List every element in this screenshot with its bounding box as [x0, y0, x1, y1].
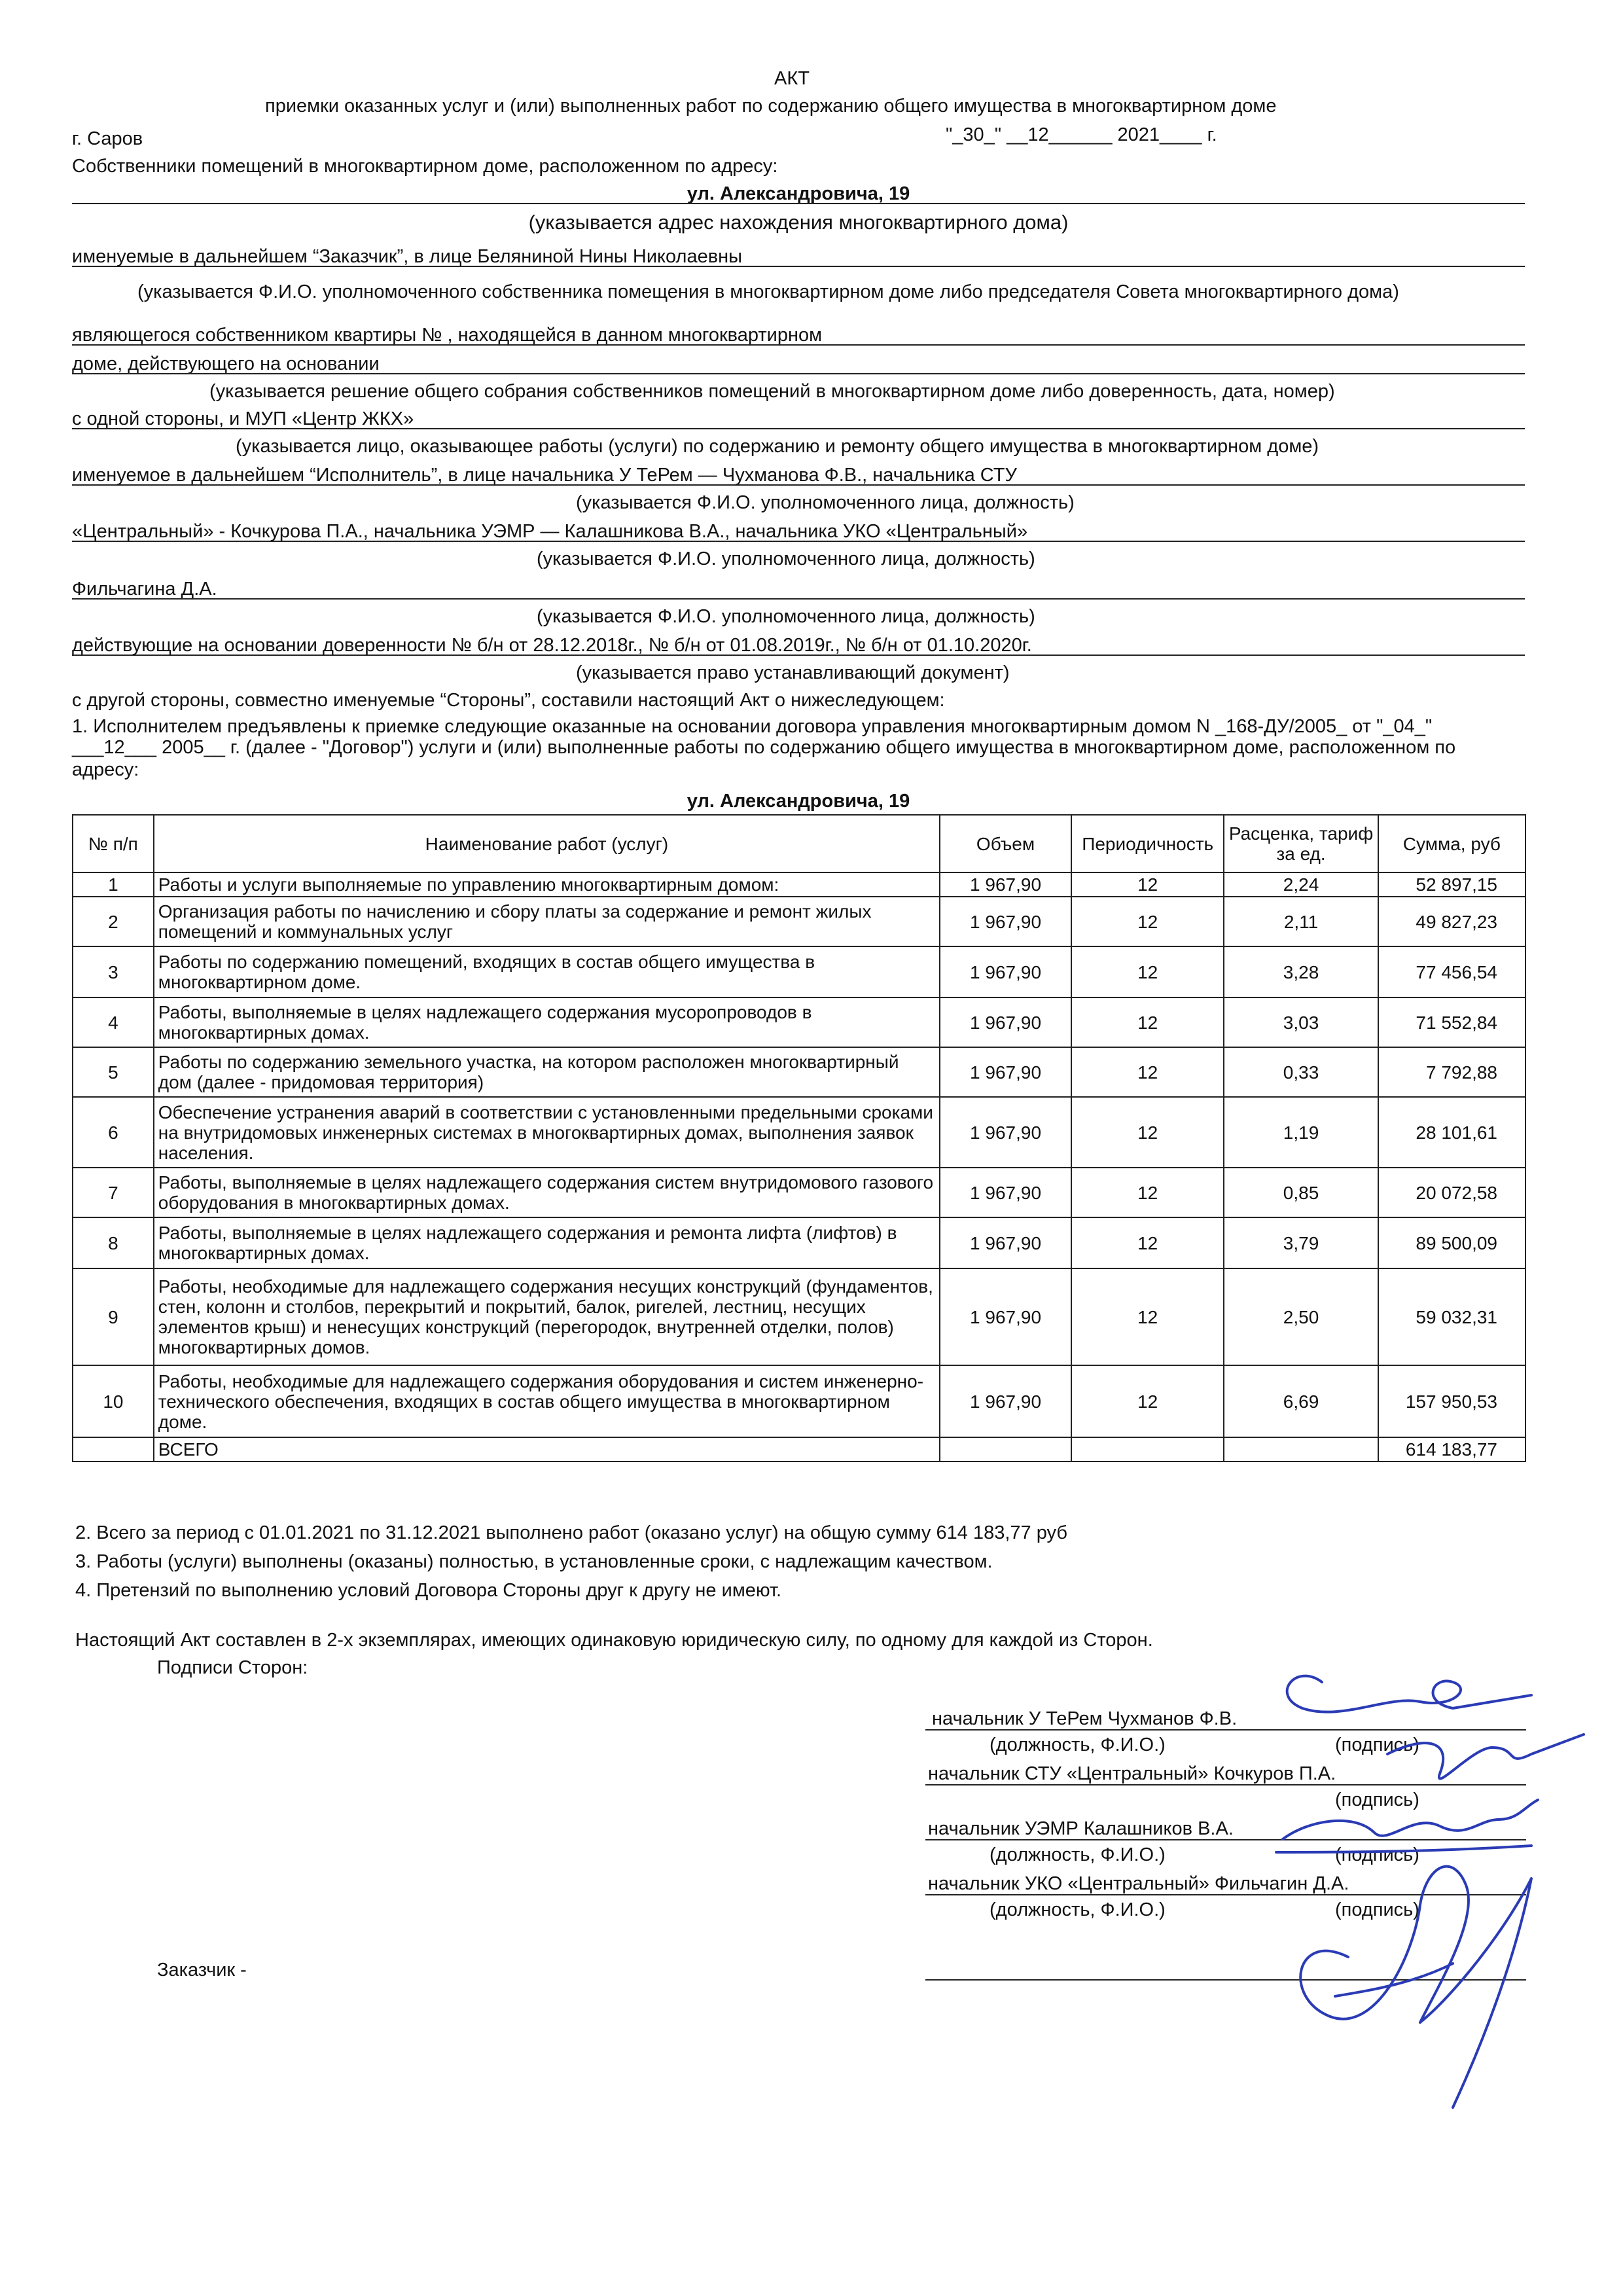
cell-volume: 1 967,90: [940, 1365, 1071, 1437]
cell-name: Работы, выполняемые в целях надлежащего содержания систем внутридомового газового оборудования в многоквартирных домах.: [154, 1168, 940, 1217]
executor-hint: (указывается Ф.И.О. уполномоченного лица, должность): [576, 492, 1075, 513]
cell-volume: 1 967,90: [940, 1217, 1071, 1268]
city: г. Саров: [72, 128, 143, 149]
table-header-row: [73, 815, 1525, 872]
table-body: [73, 872, 1525, 1462]
executor-line-3: Фильчагина Д.А.: [72, 579, 217, 600]
signatory-name: начальник УКО «Центральный» Фильчагин Д.А.: [928, 1873, 1349, 1894]
divider: [72, 598, 1525, 600]
cell-rate: 3,79: [1224, 1217, 1378, 1268]
cell-sum: 77 456,54: [1378, 946, 1525, 997]
cell-sum: 7 792,88: [1378, 1047, 1525, 1097]
works-table: [72, 814, 1526, 1462]
cell-volume: 1 967,90: [940, 1168, 1071, 1217]
cell-volume: 1 967,90: [940, 1097, 1071, 1168]
signatures-title: Подписи Сторон:: [157, 1657, 308, 1678]
role-hint: (должность, Ф.И.О.): [990, 1734, 1166, 1755]
executor-line: именуемое в дальнейшем “Исполнитель”, в лице начальника У ТеРем — Чухманова Ф.В., начальника СТУ: [72, 465, 1017, 486]
cell-sum: 71 552,84: [1378, 997, 1525, 1047]
cell-name: Работы, необходимые для надлежащего содержания несущих конструкций (фундаментов, стен, колонн и столбов, перекрытий и покрытий, балок, ригелей, лестниц, несущих элементов крыш) и ненесущих конструкций (перегородок, внутренней отделки, полов) многоквартирных домов.: [154, 1268, 940, 1365]
clause-1-c: адресу:: [72, 759, 139, 780]
cell-period: 12: [1071, 1217, 1224, 1268]
party-one: с одной стороны, и МУП «Центр ЖКХ»: [72, 408, 414, 429]
cell-sum: 20 072,58: [1378, 1168, 1525, 1217]
cell-rate: 0,33: [1224, 1047, 1378, 1097]
cell-name: Работы по содержанию помещений, входящих в состав общего имущества в многоквартирном доме.: [154, 946, 940, 997]
table-address: ул. Александровича, 19: [687, 791, 910, 812]
address-hint: (указывается адрес нахождения многоквартирного дома): [528, 211, 1069, 234]
party-one-hint: (указывается лицо, оказывающее работы (услуги) по содержанию и ремонту общего имущества в многоквартирном доме): [236, 436, 1319, 457]
cell-period: 12: [1071, 1365, 1224, 1437]
sign-hint: (подпись): [1335, 1844, 1419, 1865]
cell-rate: 0,85: [1224, 1168, 1378, 1217]
cell-sum: 52 897,15: [1378, 872, 1525, 897]
customer-hint: (указывается Ф.И.О. уполномоченного собственника помещения в многоквартирном доме либо председателя Совета многоквартирного дома): [137, 281, 1399, 302]
role-hint: (должность, Ф.И.О.): [990, 1844, 1166, 1865]
cell-name: Работы, необходимые для надлежащего содержания оборудования и систем инженерно-технического обеспечения, входящих в состав общего имущества в многоквартирном доме.: [154, 1365, 940, 1437]
cell-name: Обеспечение устранения аварий в соответствии с установленными предельными сроками на внутридомовых инженерных системах в многоквартирных домах, выполнения заявок населения.: [154, 1097, 940, 1168]
col-header-period: Периодичность: [1071, 815, 1224, 872]
cell-name: Работы по содержанию земельного участка, на котором расположен многоквартирный дом (далее - придомовая территория): [154, 1047, 940, 1097]
cell-number: 9: [73, 1268, 154, 1365]
col-header-sum: Сумма, руб: [1378, 815, 1525, 872]
cell-number: 2: [73, 897, 154, 946]
address: ул. Александровича, 19: [687, 183, 910, 204]
table-row: [73, 1168, 1525, 1217]
cell-rate: 2,24: [1224, 872, 1378, 897]
signatory-name: начальник У ТеРем Чухманов Ф.В.: [932, 1708, 1238, 1729]
cell-period: 12: [1071, 946, 1224, 997]
cell-period: 12: [1071, 872, 1224, 897]
cell-sum: 49 827,23: [1378, 897, 1525, 946]
executor-line-2: «Центральный» - Кочкурова П.А., начальника УЭМР — Калашникова В.А., начальника УКО «Центральный»: [72, 521, 1028, 542]
cell-number: 7: [73, 1168, 154, 1217]
cell-number: 1: [73, 872, 154, 897]
cell-rate: 1,19: [1224, 1097, 1378, 1168]
total-label: ВСЕГО: [154, 1437, 940, 1462]
cell-sum: 28 101,61: [1378, 1097, 1525, 1168]
role-hint: (должность, Ф.И.О.): [990, 1899, 1166, 1920]
cell-rate: 2,11: [1224, 897, 1378, 946]
cell-volume: 1 967,90: [940, 997, 1071, 1047]
cell-period: 12: [1071, 1097, 1224, 1168]
total-empty: [1071, 1437, 1224, 1462]
cell-rate: 3,28: [1224, 946, 1378, 997]
total-empty: [940, 1437, 1071, 1462]
cell-sum: 59 032,31: [1378, 1268, 1525, 1365]
sign-hint: (подпись): [1335, 1734, 1419, 1755]
cell-name: Работы, выполняемые в целях надлежащего содержания и ремонта лифта (лифтов) в многоквартирных домах.: [154, 1217, 940, 1268]
basis-line: доме, действующего на основании: [72, 353, 380, 374]
cell-period: 12: [1071, 897, 1224, 946]
table-row: [73, 946, 1525, 997]
divider: [72, 203, 1525, 204]
cell-volume: 1 967,90: [940, 897, 1071, 946]
other-side: с другой стороны, совместно именуемые “Стороны”, составили настоящий Акт о нижеследующем:: [72, 690, 945, 711]
doc-subtitle: приемки оказанных услуг и (или) выполненных работ по содержанию общего имущества в многоквартирном доме: [265, 96, 1277, 117]
divider: [72, 428, 1525, 429]
cell-number: 8: [73, 1217, 154, 1268]
cell-period: 12: [1071, 1047, 1224, 1097]
sign-hint: (подпись): [1335, 1899, 1419, 1920]
total-empty: [73, 1437, 154, 1462]
cell-name: Организация работы по начислению и сбору платы за содержание и ремонт жилых помещений и коммунальных услуг: [154, 897, 940, 946]
cell-volume: 1 967,90: [940, 946, 1071, 997]
cell-period: 12: [1071, 997, 1224, 1047]
power-hint: (указывается право устанавливающий документ): [576, 662, 1010, 683]
customer-sign-label: Заказчик -: [157, 1960, 247, 1981]
owners-line: Собственники помещений в многоквартирном доме, расположенном по адресу:: [72, 156, 778, 177]
doc-date: "_30_" __12______ 2021____ г.: [946, 124, 1217, 145]
clause-1-b: ___12___ 2005__ г. (далее - "Договор") услуги и (или) выполненные работы по содержанию общего имущества в многоквартирном доме, расположенном по: [72, 737, 1456, 758]
table-row: [73, 997, 1525, 1047]
divider: [72, 541, 1525, 542]
basis-hint: (указывается решение общего собрания собственников помещений в многоквартирном доме либо доверенность, дата, номер): [209, 381, 1335, 402]
clause-3: 3. Работы (услуги) выполнены (оказаны) полностью, в установленные сроки, с надлежащим качеством.: [75, 1551, 993, 1572]
total-empty: [1224, 1437, 1378, 1462]
cell-name: Работы и услуги выполняемые по управлению многоквартирным домом:: [154, 872, 940, 897]
table-total-row: [73, 1437, 1525, 1462]
cell-number: 4: [73, 997, 154, 1047]
cell-sum: 157 950,53: [1378, 1365, 1525, 1437]
cell-period: 12: [1071, 1168, 1224, 1217]
table-row: [73, 1217, 1525, 1268]
divider: [72, 484, 1525, 486]
cell-rate: 3,03: [1224, 997, 1378, 1047]
table-row: [73, 1268, 1525, 1365]
col-header-name: Наименование работ (услуг): [154, 815, 940, 872]
copies-text: Настоящий Акт составлен в 2-х экземплярах, имеющих одинаковую юридическую силу, по одному для каждой из Сторон.: [75, 1630, 1153, 1651]
cell-number: 10: [73, 1365, 154, 1437]
cell-sum: 89 500,09: [1378, 1217, 1525, 1268]
clause-4: 4. Претензий по выполнению условий Договора Стороны друг к другу не имеют.: [75, 1580, 782, 1601]
cell-number: 6: [73, 1097, 154, 1168]
signature-drawing: [1257, 1656, 1597, 2127]
owner-apartment: являющегося собственником квартиры № , находящейся в данном многоквартирном: [72, 325, 823, 346]
clause-2: 2. Всего за период с 01.01.2021 по 31.12.2021 выполнено работ (оказано услуг) на общую сумму 614 183,77 руб: [75, 1522, 1067, 1543]
cell-rate: 2,50: [1224, 1268, 1378, 1365]
divider: [72, 344, 1525, 346]
col-header-number: № п/п: [73, 815, 154, 872]
customer-line: именуемые в дальнейшем “Заказчик”, в лице Беляниной Нины Николаевны: [72, 246, 742, 267]
signatory-name: начальник УЭМР Калашников В.А.: [928, 1818, 1234, 1839]
sign-hint: (подпись): [1335, 1789, 1419, 1810]
table-row: [73, 1047, 1525, 1097]
cell-volume: 1 967,90: [940, 1268, 1071, 1365]
cell-volume: 1 967,90: [940, 1047, 1071, 1097]
cell-volume: 1 967,90: [940, 872, 1071, 897]
cell-number: 3: [73, 946, 154, 997]
col-header-rate: Расценка, тариф за ед.: [1224, 815, 1378, 872]
power-line: действующие на основании доверенности № б/н от 28.12.2018г., № б/н от 01.08.2019г., № б/н от 01.10.2020г.: [72, 635, 1032, 656]
table-row: [73, 872, 1525, 897]
total-sum: 614 183,77: [1378, 1437, 1525, 1462]
divider: [72, 266, 1525, 267]
table-row: [73, 897, 1525, 946]
signatory-name: начальник СТУ «Центральный» Кочкуров П.А.: [928, 1763, 1336, 1784]
table-row: [73, 1097, 1525, 1168]
clause-1-a: 1. Исполнителем предъявлены к приемке следующие оказанные на основании договора управления многоквартирным домом N _168-ДУ/2005_ от "_04_": [72, 716, 1433, 737]
cell-period: 12: [1071, 1268, 1224, 1365]
cell-name: Работы, выполняемые в целях надлежащего содержания мусоропроводов в многоквартирных домах.: [154, 997, 940, 1047]
col-header-volume: Объем: [940, 815, 1071, 872]
divider: [72, 655, 1525, 656]
executor-hint-2: (указывается Ф.И.О. уполномоченного лица, должность): [537, 548, 1035, 569]
doc-title: АКТ: [774, 68, 810, 89]
cell-rate: 6,69: [1224, 1365, 1378, 1437]
table-row: [73, 1365, 1525, 1437]
executor-hint-3: (указывается Ф.И.О. уполномоченного лица, должность): [537, 606, 1035, 627]
cell-number: 5: [73, 1047, 154, 1097]
divider: [72, 373, 1525, 374]
